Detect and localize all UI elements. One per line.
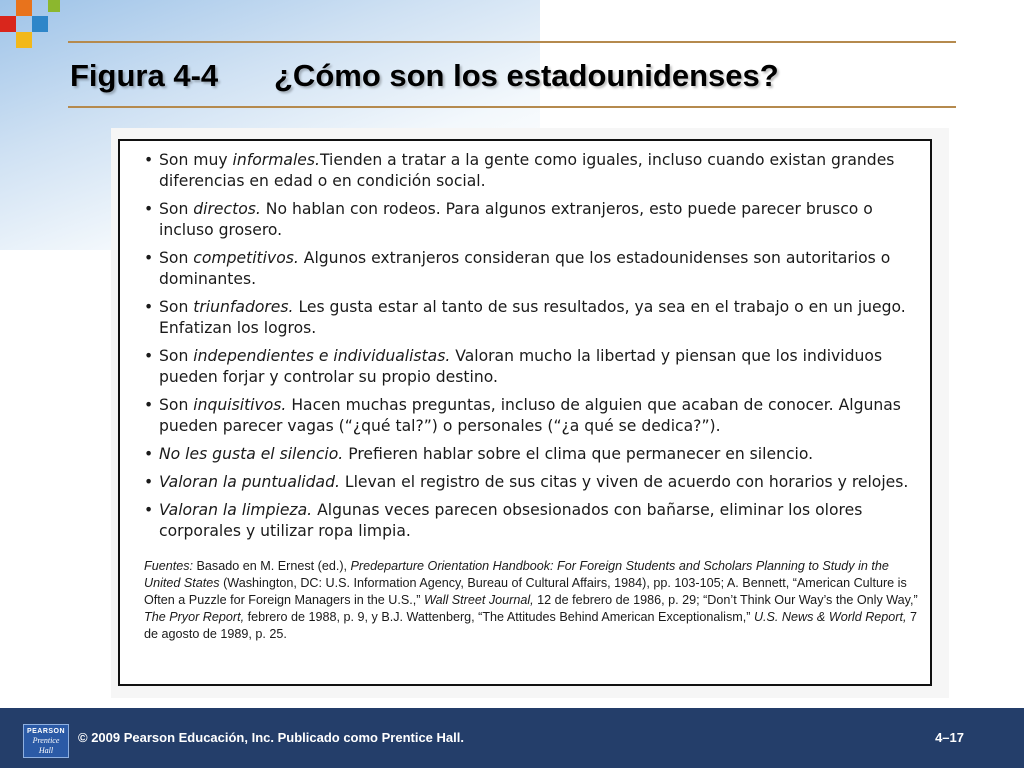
square-green — [48, 0, 60, 12]
trait-list — [144, 150, 918, 542]
list-item: • Valoran la puntualidad. Llevan el registro de sus citas y viven de acuerdo con horarios y relojes. — [144, 473, 909, 491]
list-item: • No les gusta el silencio. Prefieren hablar sobre el clima que permanecer en silencio. — [144, 445, 814, 463]
square-yellow — [16, 32, 32, 48]
bullet-icon: • — [144, 396, 154, 414]
bullet-icon: • — [144, 473, 154, 491]
decorative-squares — [0, 0, 64, 48]
bullet-icon: • — [144, 151, 154, 169]
list-item: • Son triunfadores. Les gusta estar al tanto de sus resultados, ya sea en el trabajo o en un juego. Enfatizan los logros. — [144, 298, 906, 337]
list-item: • Son muy informales.Tienden a tratar a la gente como iguales, incluso cuando existan grandes diferencias en edad o en condición social. — [144, 151, 895, 190]
figure-box — [118, 139, 932, 686]
list-item: • Son inquisitivos. Hacen muchas preguntas, incluso de alguien que acaban de conocer. Algunas pueden parecer vagas (“¿qué tal?”) o personales (“¿a qué se dedica?”). — [144, 396, 901, 435]
list-item: • Son competitivos. Algunos extranjeros consideran que los estadounidenses son autoritarios o dominantes. — [144, 249, 891, 288]
slide-number: 4–17 — [935, 730, 964, 745]
square-red — [0, 16, 16, 32]
copyright-text: © 2009 Pearson Educación, Inc. Publicado como Prentice Hall. — [78, 730, 464, 745]
list-item: • Son independientes e individualistas. Valoran mucho la libertad y piensan que los individuos pueden forjar y controlar su propio destino. — [144, 347, 883, 386]
title-rule-bottom — [68, 106, 956, 108]
footer-bar — [0, 708, 1024, 768]
bullet-icon: • — [144, 298, 154, 316]
bullet-icon: • — [144, 445, 154, 463]
bullet-icon: • — [144, 249, 154, 267]
figure-number: Figura 4-4 — [70, 58, 219, 93]
slide-title — [70, 58, 779, 94]
title-text: ¿Cómo son los estadounidenses? — [274, 58, 779, 93]
sources-note: Fuentes: Basado en M. Ernest (ed.), Predeparture Orientation Handbook: For Foreign Students and Scholars Planning to Study in the United States (Washington, DC: U.S. Information Agency, Bureau of Cultural Affairs, 1984), pp. 103-105; A. Bennett, “American Culture is Often a Puzzle for Foreign Managers in the U.S.,” Wall Street Journal, 12 de febrero de 1986, p. 29; “Don’t Think Our Way’s the Only Way,” The Pryor Report, febrero de 1988, p. 9, y B.J. Wattenberg, “The Attitudes Behind American Exceptionalism,” U.S. News & World Report, 7 de agosto de 1989, p. 25. — [144, 559, 918, 641]
square-blue — [32, 16, 48, 32]
list-item: • Son directos. No hablan con rodeos. Para algunos extranjeros, esto puede parecer brusco o incluso grosero. — [144, 200, 873, 239]
bullet-icon: • — [144, 347, 154, 365]
sources-label: Fuentes: — [144, 559, 194, 573]
square-orange — [16, 0, 32, 16]
list-item: • Valoran la limpieza. Algunas veces parecen obsesionados con bañarse, eliminar los olores corporales y utilizar ropa limpia. — [144, 501, 863, 540]
bullet-icon: • — [144, 501, 154, 519]
bullet-icon: • — [144, 200, 154, 218]
pearson-logo: PEARSON Prentice Hall — [23, 724, 69, 758]
title-rule-top — [68, 41, 956, 43]
